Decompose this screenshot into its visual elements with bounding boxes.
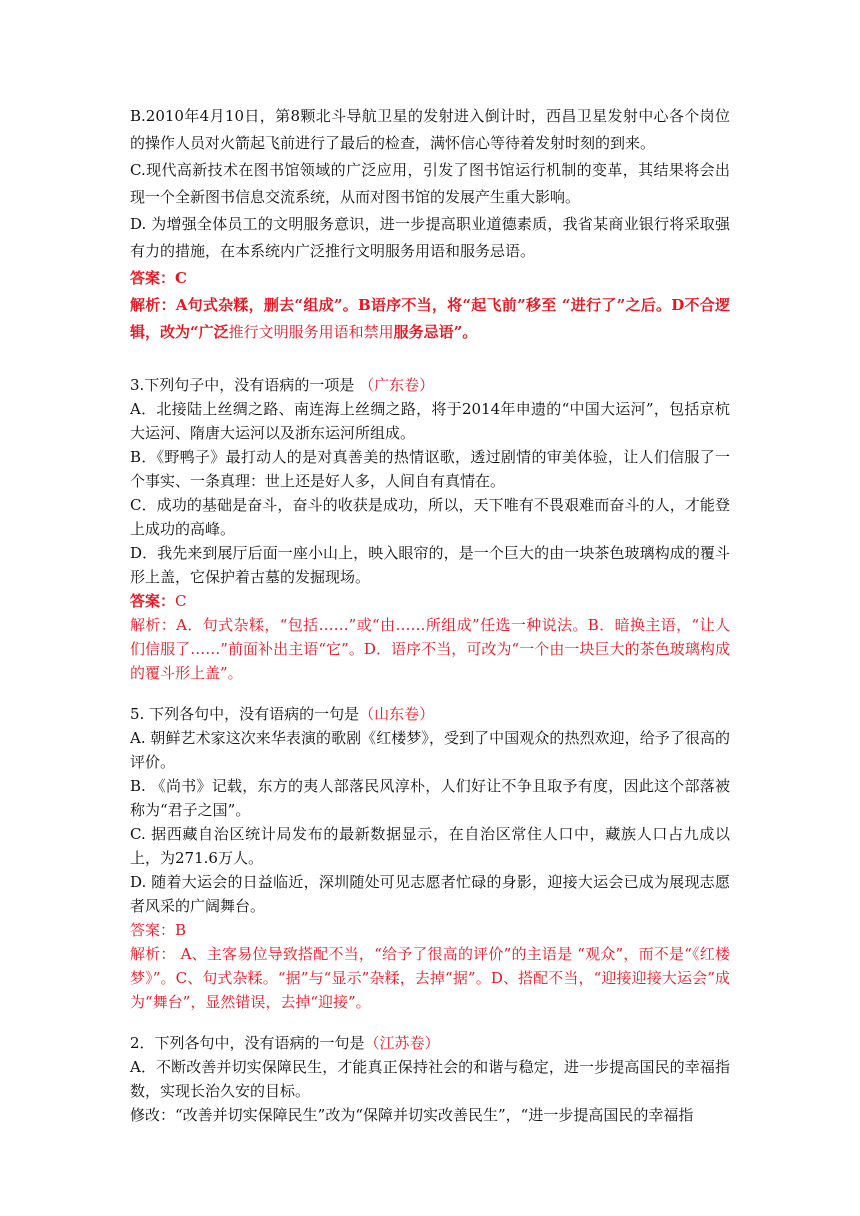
question-2-stem-text: 2．下列各句中，没有语病的一句是 bbox=[130, 1034, 365, 1052]
question-3 bbox=[130, 373, 730, 685]
spacer bbox=[130, 1014, 730, 1031]
question-3-stem bbox=[130, 373, 730, 397]
question-5-analysis: 解析： A、主客易位导致搭配不当，“给予了很高的评价”的主语是 “观众”，而不是“《红楼梦》”。C、句式杂糅。“据”与“显示”杂糅，去掉“据”。D、搭配不当，“迎接迎接大运会”成为“舞台”，显然错误，去掉“迎接”。 bbox=[130, 945, 730, 1011]
question-2 bbox=[130, 1031, 730, 1127]
question-3-answer-label: 答案： bbox=[130, 592, 176, 610]
analysis-part-1: 解析：A句式杂糅，删去“组成”。B语序不当，将“起飞前”移至 “进行了”之后。D不合逻辑，改为“广泛 bbox=[130, 296, 730, 341]
question-5 bbox=[130, 702, 730, 1014]
question-2-source: （江苏卷） bbox=[364, 1034, 440, 1052]
question-3-option-b: B．《野鸭子》最打动人的是对真善美的热情讴歌，透过剧情的审美体验，让人们信服了一个事实、一条真理：世上还是好人多，人间自有真情在。 bbox=[130, 448, 730, 490]
question-5-stem-text: 5. 下列各句中，没有语病的一句是 bbox=[130, 705, 360, 723]
question-5-option-b: B. 《尚书》记载，东方的夷人部落民风淳朴，人们好让不争且取予有度，因此这个部落被称为“君子之国”。 bbox=[130, 777, 730, 819]
answer: 答案：C bbox=[130, 269, 187, 287]
question-3-answer-value: C bbox=[175, 592, 187, 610]
question-2-stem bbox=[130, 1031, 730, 1055]
document-page bbox=[130, 103, 730, 1127]
question-3-source: （广东卷） bbox=[359, 376, 435, 394]
question-5-source: （山东卷） bbox=[359, 705, 435, 723]
question-5-stem bbox=[130, 702, 730, 726]
spacer bbox=[130, 685, 730, 702]
analysis-part-3: 服务忌语”。 bbox=[393, 323, 478, 341]
spacer bbox=[130, 346, 730, 373]
option-c: C.现代高新技术在图书馆领域的广泛应用，引发了图书馆运行机制的变革，其结果将会出现一个全新图书信息交流系统，从而对图书馆的发展产生重大影响。 bbox=[130, 161, 730, 206]
question-3-stem-text: 3.下列句子中，没有语病的一项是 bbox=[130, 376, 360, 394]
question-3-option-d: D．我先来到展厅后面一座小山上，映入眼帘的，是一个巨大的由一块茶色玻璃构成的覆斗形上盖，它保护着古墓的发掘现场。 bbox=[130, 544, 730, 586]
question-5-option-a: A. 朝鲜艺术家这次来华表演的歌剧《红楼梦》，受到了中国观众的热烈欢迎，给予了很高的评价。 bbox=[130, 729, 730, 771]
question-5-option-c: C. 据西藏自治区统计局发布的最新数据显示，在自治区常住人口中，藏族人口占九成以上，为271.6万人。 bbox=[130, 825, 730, 867]
analysis-part-2: 推行文明服务用语和禁用 bbox=[228, 323, 394, 341]
option-b: B.2010年4月10日，第8颗北斗导航卫星的发射进入倒计时，西昌卫星发射中心各个岗位的操作人员对火箭起飞前进行了最后的检查，满怀信心等待着发射时刻的到来。 bbox=[130, 107, 730, 152]
question-3-analysis: 解析：A．句式杂糅，“包括……”或“由……所组成”任选一种说法。B．暗换主语，“让人们信服了……”前面补出主语“它”。D．语序不当，可改为“一个由一块巨大的茶色玻璃构成的覆斗形上盖”。 bbox=[130, 616, 730, 682]
option-d: D. 为增强全体员工的文明服务意识，进一步提高职业道德素质，我省某商业银行将采取强有力的措施，在本系统内广泛推行文明服务用语和服务忌语。 bbox=[130, 215, 730, 260]
question-2-fix: 修改：“改善并切实保障民生”改为“保障并切实改善民生”，“进一步提高国民的幸福指 bbox=[130, 1106, 694, 1124]
question-3-answer bbox=[130, 589, 730, 613]
question-2-option-a: A．不断改善并切实保障民生，才能真正保持社会的和谐与稳定，进一步提高国民的幸福指数，实现长治久安的目标。 bbox=[130, 1058, 730, 1100]
question-3-option-c: C．成功的基础是奋斗，奋斗的收获是成功，所以，天下唯有不畏艰难而奋斗的人，才能登上成功的高峰。 bbox=[130, 496, 730, 538]
analysis bbox=[130, 292, 730, 346]
question-5-option-d: D. 随着大运会的日益临近，深圳随处可见志愿者忙碌的身影，迎接大运会已成为展现志愿者风采的广阔舞台。 bbox=[130, 873, 730, 915]
question-5-answer: 答案：B bbox=[130, 921, 187, 939]
question-3-option-a: A．北接陆上丝绸之路、南连海上丝绸之路，将于2014年申遗的“中国大运河”，包括京杭大运河、隋唐大运河以及浙东运河所组成。 bbox=[130, 400, 730, 442]
